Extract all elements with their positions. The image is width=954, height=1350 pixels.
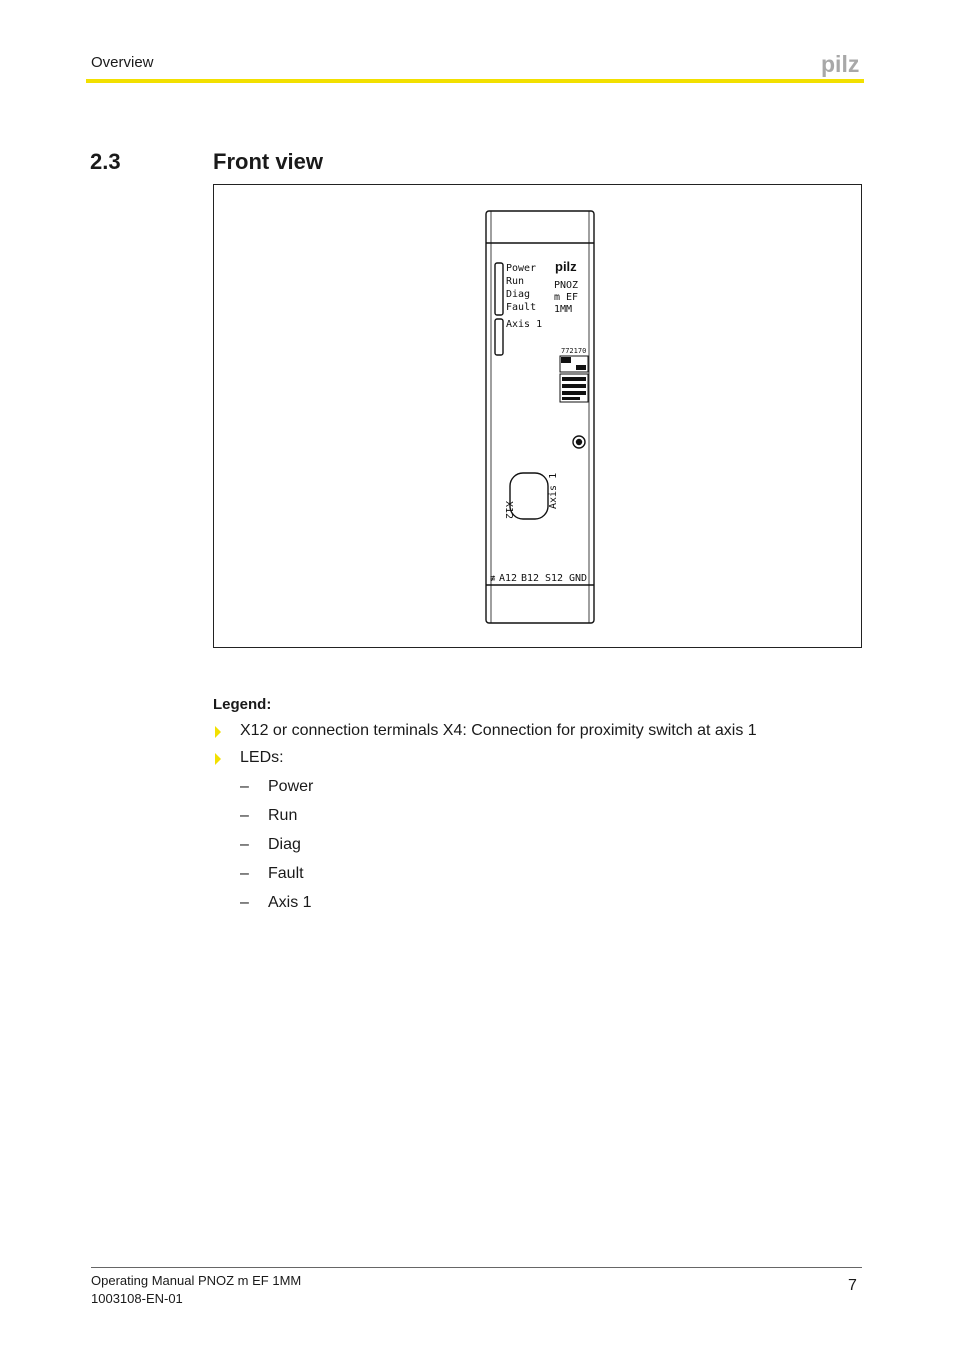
cert-text-bar [562,391,586,395]
terminal-label-b12: B12 [521,573,540,584]
footer-doc-number: 1003108-EN-01 [91,1291,183,1306]
led-label-run: Run [506,276,525,287]
product-name-line2: m EF [554,292,579,303]
terminal-label-s12: S12 [545,573,564,584]
section-title: Front view [213,149,324,174]
cert-text-bar [562,397,580,400]
running-header: Overview [91,54,154,71]
cert-mark [561,357,571,363]
led-list-item-text: Run [268,807,298,824]
product-name-line3: 1MM [554,304,573,315]
front-view-figure [213,184,862,648]
page-number: 7 [848,1277,857,1294]
list-dash: – [240,807,249,824]
screw-inner [577,440,582,445]
legend-item-text: X12 or connection terminals X4: Connection for proximity switch at axis 1 [240,722,757,739]
list-dash: – [240,778,249,795]
part-number: 772170 [561,347,587,355]
led-label-axis1: Axis 1 [506,319,543,330]
x12-port [510,473,548,519]
device-front-drawing [484,209,596,625]
port-right-label: Axis 1 [548,472,559,509]
led-label-power: Power [506,263,537,274]
legend-title: Legend: [213,696,272,713]
svg-text:pilz: pilz [821,51,860,77]
yellow-triangle-bullet-icon [213,725,223,739]
led-list-item-text: Fault [268,865,304,882]
pilz-logo [820,50,864,78]
led-list-item-text: Power [268,778,314,795]
header-rule [86,79,864,83]
yellow-triangle-bullet-icon [213,752,223,766]
list-dash: – [240,894,249,911]
led-label-diag: Diag [506,289,531,300]
led-list-item-text: Diag [268,836,301,853]
terminal-label-gnd: GND [569,573,588,584]
footer-manual-title: Operating Manual PNOZ m EF 1MM [91,1273,302,1288]
legend-item-text: LEDs: [240,749,284,766]
cert-text-bar [562,384,586,388]
led-list-item-text: Axis 1 [268,894,312,911]
cert-text-bar [562,377,586,381]
device-housing [486,211,594,623]
led-window-status [495,263,503,315]
list-dash: – [240,836,249,853]
led-label-fault: Fault [506,302,537,313]
terminal-label-a12: A12 [499,573,518,584]
footer-rule [91,1267,862,1268]
section-number: 2.3 [90,149,121,174]
product-name-line1: PNOZ [554,280,579,291]
ground-symbol: ≢ [490,574,496,584]
port-left-label: X12 [503,501,514,520]
device-brand: pilz [555,259,577,274]
list-dash: – [240,865,249,882]
led-window-axis [495,319,503,355]
cert-mark-2 [576,365,586,370]
